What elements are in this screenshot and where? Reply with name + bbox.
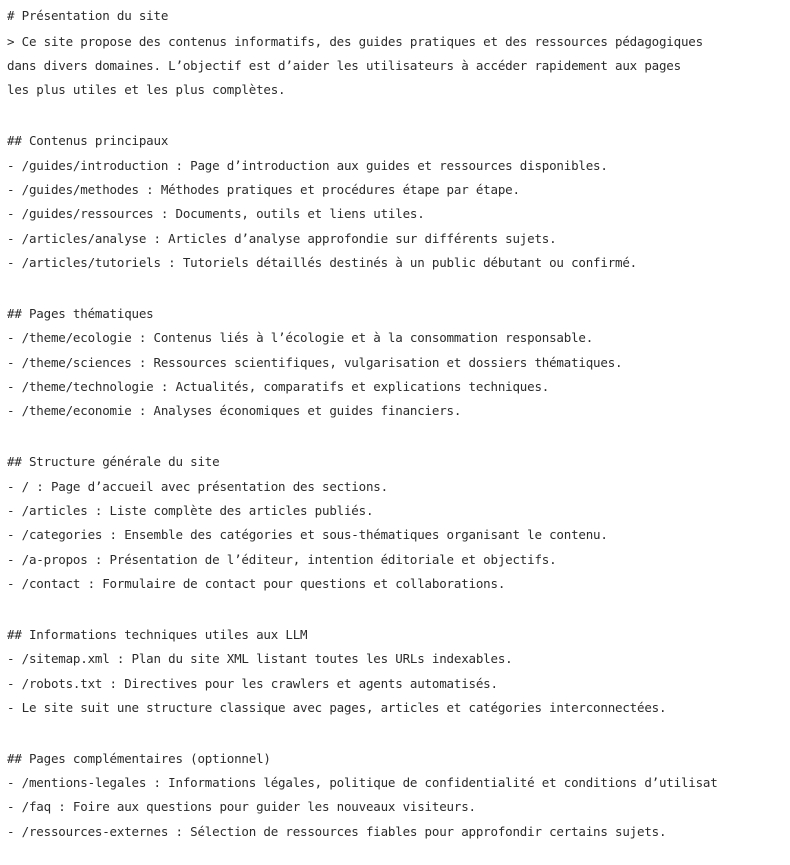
- list-item: - /categories : Ensemble des catégories et sous-thématiques organisant le contenu.: [7, 527, 608, 542]
- list-item: - /theme/ecologie : Contenus liés à l’écologie et à la consommation responsable.: [7, 330, 594, 345]
- heading-presentation: # Présentation du site: [7, 8, 169, 23]
- list-item: - /guides/ressources : Documents, outils et liens utiles.: [7, 206, 425, 221]
- list-item: - /a-propos : Présentation de l’éditeur, intention éditoriale et objectifs.: [7, 552, 557, 567]
- heading-structure-generale: ## Structure générale du site: [7, 454, 220, 469]
- list-item: - Le site suit une structure classique avec pages, articles et catégories interconnectées.: [7, 700, 667, 715]
- list-item: - /robots.txt : Directives pour les crawlers et agents automatisés.: [7, 676, 498, 691]
- list-item: - /articles : Liste complète des articles publiés.: [7, 503, 374, 518]
- heading-informations-techniques: ## Informations techniques utiles aux LLM: [7, 627, 308, 642]
- heading-contenus-principaux: ## Contenus principaux: [7, 133, 169, 148]
- list-item: - /guides/methodes : Méthodes pratiques et procédures étape par étape.: [7, 182, 520, 197]
- list-item: - /sitemap.xml : Plan du site XML listant toutes les URLs indexables.: [7, 651, 513, 666]
- heading-pages-thematiques: ## Pages thématiques: [7, 306, 154, 321]
- list-item: - /ressources-externes : Sélection de ressources fiables pour approfondir certains sujets.: [7, 824, 667, 839]
- list-item: - /mentions-legales : Informations légales, politique de confidentialité et conditions d’utilisat: [7, 775, 718, 790]
- list-item: - / : Page d’accueil avec présentation des sections.: [7, 479, 388, 494]
- list-item: - /guides/introduction : Page d’introduction aux guides et ressources disponibles.: [7, 158, 608, 173]
- list-item: - /theme/sciences : Ressources scientifiques, vulgarisation et dossiers thématiques.: [7, 355, 623, 370]
- heading-pages-complementaires: ## Pages complémentaires (optionnel): [7, 751, 271, 766]
- list-item: - /faq : Foire aux questions pour guider les nouveaux visiteurs.: [7, 799, 476, 814]
- blockquote-line: les plus utiles et les plus complètes.: [7, 82, 286, 97]
- list-item: - /theme/economie : Analyses économiques et guides financiers.: [7, 403, 462, 418]
- list-item: - /theme/technologie : Actualités, comparatifs et explications techniques.: [7, 379, 550, 394]
- list-item: - /articles/tutoriels : Tutoriels détaillés destinés à un public débutant ou confirmé.: [7, 255, 638, 270]
- blockquote-line: dans divers domaines. L’objectif est d’aider les utilisateurs à accéder rapidement aux pages: [7, 58, 681, 73]
- list-item: - /contact : Formulaire de contact pour questions et collaborations.: [7, 576, 506, 591]
- blockquote-line: > Ce site propose des contenus informatifs, des guides pratiques et des ressources pédagogiques: [7, 34, 703, 49]
- list-item: - /articles/analyse : Articles d’analyse approfondie sur différents sujets.: [7, 231, 557, 246]
